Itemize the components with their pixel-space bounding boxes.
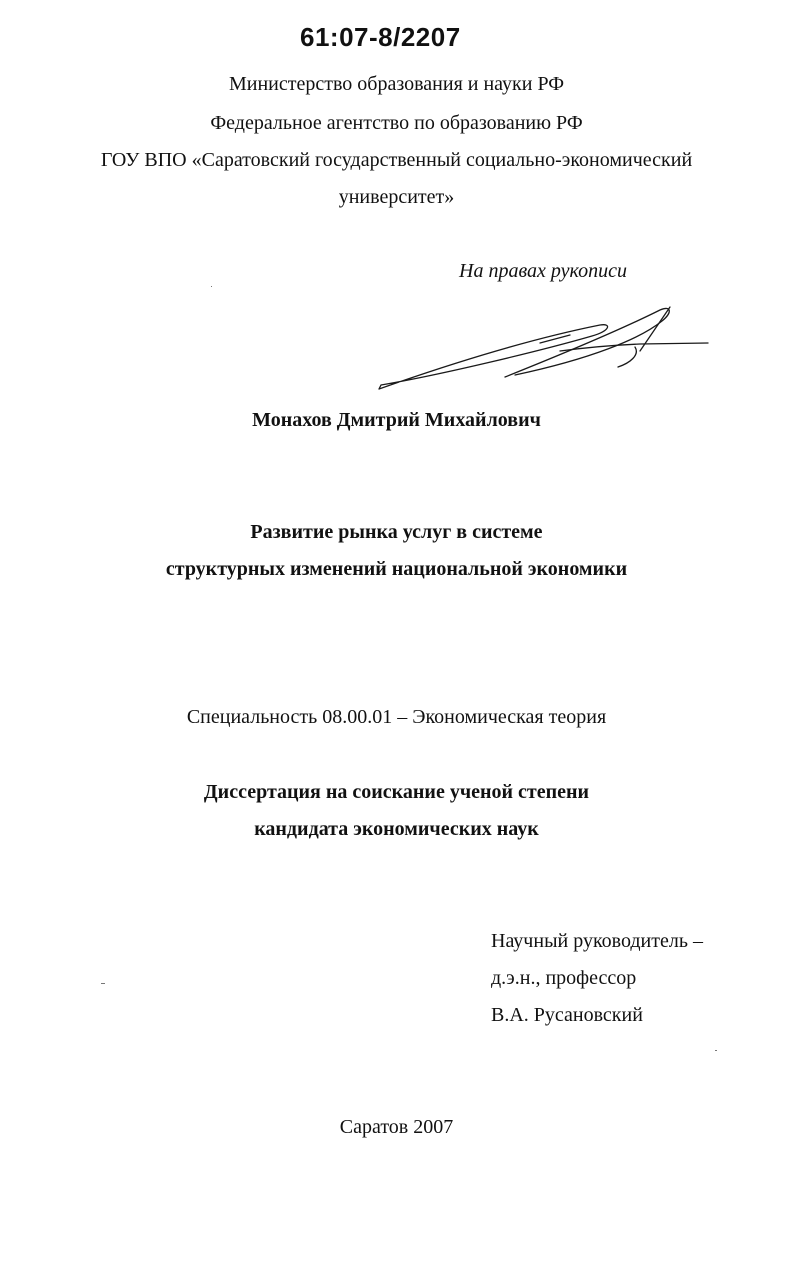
university-line-1: ГОУ ВПО «Саратовский государственный социально-экономический [100,149,693,171]
supervisor-degree: д.э.н., профессор [491,967,637,989]
author-name: Монахов Дмитрий Михайлович [252,409,541,431]
agency-line: Федеральное агентство по образованию РФ [210,112,583,134]
specialty-line: Специальность 08.00.01 – Экономическая теория [186,706,607,728]
scan-speck [211,286,212,287]
supervisor-title: Научный руководитель – [491,930,703,952]
degree-line-1: Диссертация на соискание ученой степени [203,781,590,803]
archive-code-stamp: 61:07-8/2207 [300,22,461,52]
scan-speck [101,983,105,984]
degree-line-2: кандидата экономических наук [254,818,539,840]
city-year: Саратов 2007 [339,1116,454,1138]
author-signature [0,295,793,405]
dissertation-title-line-1: Развитие рынка услуг в системе [250,521,543,543]
university-line-2: университет» [338,186,455,208]
dissertation-title-line-2: структурных изменений национальной экономики [165,558,628,580]
manuscript-note: На правах рукописи [459,260,627,282]
supervisor-name: В.А. Русановский [491,1004,643,1026]
ministry-line: Министерство образования и науки РФ [228,73,565,95]
scan-speck [715,1050,717,1051]
